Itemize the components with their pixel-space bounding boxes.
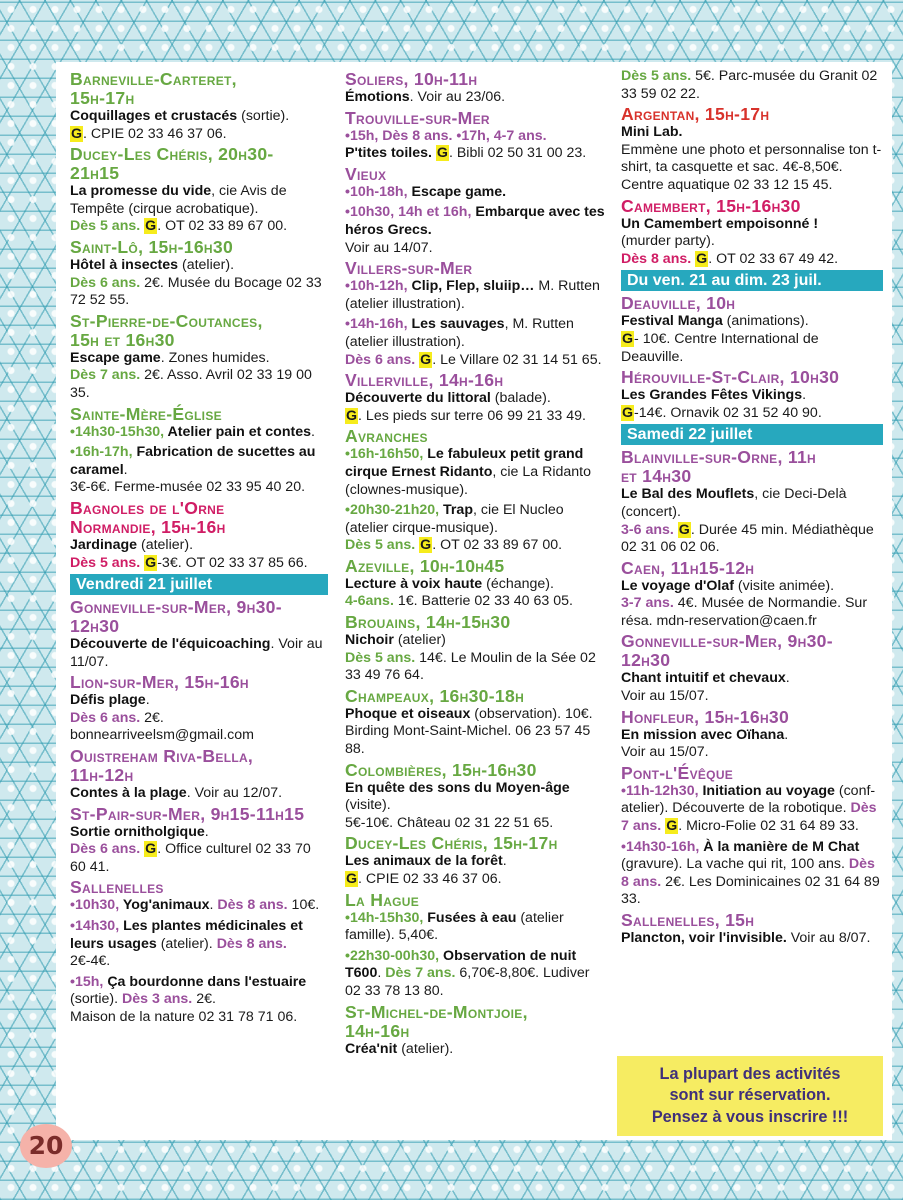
event-text: •10h30, 14h et 16h, Embarque avec tes héros Grecs. Voir au 14/07. — [345, 204, 605, 256]
event-heading: Lion-sur-Mer, 15h-16h — [70, 672, 249, 693]
event-text: Découverte de l'équicoaching. Voir au 11/07. — [70, 636, 323, 670]
event-heading: Argentan, 15h-17h — [621, 104, 770, 125]
event-heading: La Hague — [345, 889, 420, 910]
event-text: Mini Lab. Emmène une photo et personnalise ton t-shirt, ta casquette et sac. 4€-8,50€. Centre aquatique 02 33 12 15 45. — [621, 124, 882, 193]
event-heading: Champeaux, 16h30-18h — [345, 685, 525, 706]
event-text: Découverte du littoral (balade). G. Les pieds sur terre 06 99 21 33 49. — [345, 390, 586, 424]
event-heading: Ducey-Les Chéris, 15h-17h — [345, 833, 558, 854]
event-heading: Avranches — [345, 426, 428, 447]
event-text: Plancton, voir l'invisible. Voir au 8/07. — [621, 930, 871, 946]
event-text: Contes à la plage. Voir au 12/07. — [70, 785, 283, 802]
event-text: Jardinage (atelier). Dès 5 ans. G-3€. OT 02 33 37 85 66. — [70, 536, 308, 571]
date-band: Vendredi 21 juillet — [70, 574, 328, 595]
event-heading: Gonneville-sur-Mer, 9h30- 12h30 — [621, 631, 833, 671]
event-text: Lecture à voix haute (échange). 4-6ans. 1€. Batterie 02 33 40 63 05. — [345, 575, 573, 610]
event-text: •14h30-15h30, Atelier pain et contes. — [70, 423, 315, 440]
event-heading: Brouains, 14h-15h30 — [345, 612, 511, 633]
notice-line: La plupart des activités — [659, 1064, 841, 1083]
event-heading: St-Pierre-de-Coutances, 15h et 16h30 — [70, 310, 263, 350]
page-number: 20 — [20, 1124, 72, 1168]
event-text: •16h-17h, Fabrication de sucettes au caramel. 3€-6€. Ferme-musée 02 33 95 40 20. — [70, 444, 316, 496]
reservation-notice — [617, 1056, 883, 1136]
event-heading: Ducey-Les Chéris, 20h30- 21h15 — [70, 144, 274, 184]
event-heading: Ouistreham Riva-Bella, 11h-12h — [70, 746, 254, 786]
event-heading: Honfleur, 15h-16h30 — [621, 706, 790, 727]
event-text: En quête des sons du Moyen-âge (visite). 5€-10€. Château 02 31 22 51 65. — [345, 779, 570, 831]
event-text: Chant intuitif et chevaux. Voir au 15/07. — [621, 670, 790, 705]
event-text: •10h30, Yog'animaux. Dès 8 ans. 10€. — [70, 897, 320, 914]
event-text: Hôtel à insectes (atelier). Dès 6 ans. 2€. Musée du Bocage 02 33 72 52 55. — [70, 256, 322, 309]
event-heading: Sallenelles, 15h — [621, 910, 755, 930]
event-text: •10h-12h, Clip, Flep, sluiip… M. Rutten (atelier illustration). — [345, 278, 600, 312]
event-heading: Barneville-Carteret, 15h-17h — [70, 69, 237, 108]
column-2 — [345, 68, 607, 1058]
column-3 — [621, 68, 883, 948]
event-text: En mission avec Oïhana. Voir au 15/07. — [621, 726, 789, 761]
event-heading: Saint-Lô, 15h-16h30 — [70, 236, 234, 257]
event-text: •14h-15h30, Fusées à eau (atelier famille). 5,40€. — [345, 909, 564, 944]
event-text: Escape game. Zones humides. Dès 7 ans. 2€. Asso. Avril 02 33 19 00 35. — [70, 349, 312, 401]
event-text: Défis plage. Dès 6 ans. 2€. bonnearriveelsm@gmail.com — [70, 692, 254, 744]
event-heading: Villerville, 14h-16h — [345, 370, 504, 391]
event-heading: Villers-sur-Mer — [345, 258, 473, 279]
event-text: Un Camembert empoisonné ! (murder party). Dès 8 ans. G. OT 02 33 67 49 42. — [621, 215, 839, 267]
event-text: •11h-12h30, Initiation au voyage (conf-atelier). Découverte de la robotique. Dès 7 ans. G. Micro-Folie 02 31 64 89 33. — [621, 782, 877, 835]
event-heading: Hérouville-St-Clair, 10h30 — [621, 367, 840, 388]
event-heading: St-Michel-de-Montjoie, 14h-16h — [345, 1001, 528, 1041]
event-text: Les animaux de la forêt. G. CPIE 02 33 46 37 06. — [345, 853, 507, 887]
event-text: Nichoir (atelier) Dès 5 ans. 14€. Le Moulin de la Sée 02 33 49 76 64. — [345, 632, 596, 684]
notice-line: sont sur réservation. — [669, 1086, 831, 1105]
event-text: •22h30-00h30, Observation de nuit T600. Dès 7 ans. 6,70€-8,80€. Ludiver 02 33 78 13 80. — [345, 947, 590, 999]
event-heading: Pont-l'Évêque — [621, 762, 734, 783]
event-heading: Gonneville-sur-Mer, 9h30- 12h30 — [70, 597, 282, 637]
event-heading: Sainte-Mère-Église — [70, 403, 222, 424]
event-heading: Bagnoles de l'Orne Normandie, 15h-16h — [70, 497, 226, 537]
date-band: Samedi 22 juillet — [621, 424, 883, 445]
event-text: •15h, Ça bourdonne dans l'estuaire (sortie). Dès 3 ans. 2€. Maison de la nature 02 31 78 71 06. — [70, 973, 307, 1025]
event-heading: Azeville, 10h-10h45 — [345, 555, 505, 576]
event-heading: Sallenelles — [70, 877, 164, 898]
event-text: Les Grandes Fêtes Vikings. G-14€. Ornavik 02 31 52 40 90. — [621, 387, 822, 421]
event-heading: St-Pair-sur-Mer, 9h15-11h15 — [70, 803, 305, 824]
notice-line: Pensez à vous inscrire !!! — [651, 1107, 849, 1126]
date-band: Du ven. 21 au dim. 23 juil. — [621, 270, 883, 291]
event-text: Sortie ornitholgique. Dès 6 ans. G. Office culturel 02 33 70 60 41. — [70, 823, 311, 875]
event-heading: Soliers, 10h-11h — [345, 69, 478, 89]
event-heading: Blainville-sur-Orne, 11h et 14h30 — [621, 447, 817, 487]
event-text: •20h30-21h20, Trap, cie El Nucleo (atelier cirque-musique). Dès 5 ans. G. OT 02 33 89 67 00. — [345, 502, 564, 554]
event-heading: Caen, 11h15-12h — [621, 557, 755, 578]
event-text: •15h, Dès 8 ans. •17h, 4-7 ans. P'tites toiles. G. Bibli 02 50 31 00 23. — [345, 127, 587, 162]
event-text: La promesse du vide, cie Avis de Tempête (cirque acrobatique). Dès 5 ans. G. OT 02 33 89 67 00. — [70, 183, 288, 235]
event-text: Le Bal des Mouflets, cie Deci-Delà (concert). 3-6 ans. G. Durée 45 min. Médiathèque 02 31 06 02 06. — [621, 486, 874, 556]
event-heading: Vieux — [345, 163, 387, 184]
event-text: Dès 5 ans. 5€. Parc-musée du Granit 02 33 59 02 22. — [621, 68, 878, 102]
event-text: Phoque et oiseaux (observation). 10€. Birding Mont-Saint-Michel. 06 23 57 45 88. — [345, 705, 593, 758]
event-text: Émotions. Voir au 23/06. — [345, 89, 506, 105]
event-heading: Colombières, 15h-16h30 — [345, 759, 537, 780]
event-text: •14h30-16h, À la manière de M Chat (gravure). La vache qui rit, 100 ans. Dès 8 ans. 2€. Les Dominicaines 02 31 64 89 33. — [621, 838, 880, 908]
event-text: •10h-18h, Escape game. — [345, 183, 507, 200]
event-heading: Trouville-sur-Mer — [345, 107, 490, 128]
event-heading: Camembert, 15h-16h30 — [621, 195, 801, 216]
event-text: Créa'nit (atelier). — [345, 1040, 454, 1057]
event-text: Coquillages et crustacés (sortie). G. CPIE 02 33 46 37 06. — [70, 108, 290, 142]
event-text: •16h-16h50, Le fabuleux petit grand cirque Ernest Ridanto, cie La Ridanto (clownes-musique). — [345, 446, 592, 498]
event-text: Le voyage d'Olaf (visite animée). 3-7 ans. 4€. Musée de Normandie. Sur résa. mdn-reservation@caen.fr — [621, 577, 868, 629]
column-1 — [70, 68, 328, 1027]
event-text: Festival Manga (animations). G- 10€. Centre International de Deauville. — [621, 313, 819, 365]
event-heading: Deauville, 10h — [621, 293, 736, 314]
event-text: •14h30, Les plantes médicinales et leurs usages (atelier). Dès 8 ans. 2€-4€. — [70, 918, 303, 970]
event-text: •14h-16h, Les sauvages, M. Rutten (atelier illustration). Dès 6 ans. G. Le Villare 02 31 14 51 65. — [345, 316, 602, 368]
